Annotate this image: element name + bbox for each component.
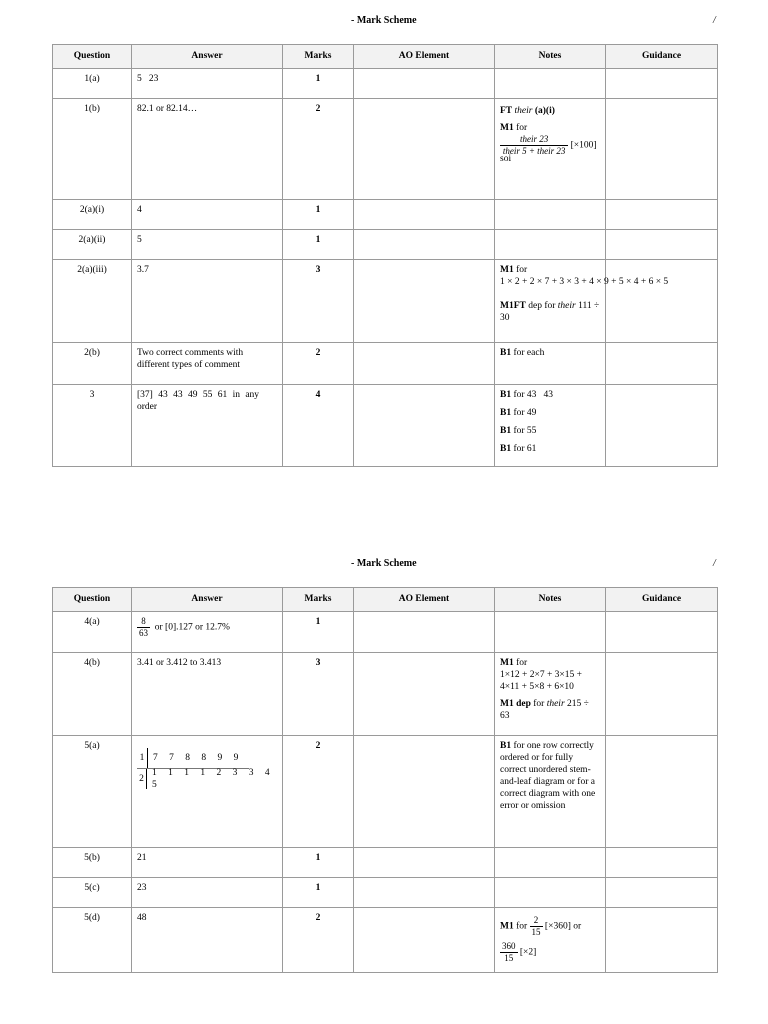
question-cell: 4(b) [53,653,132,736]
guidance-cell [606,230,718,260]
header-marks: Marks [283,588,354,612]
m1-label: M1 [500,658,514,668]
marks-cell: 1 [283,878,354,908]
ao-cell [354,230,495,260]
m1-label: M1 [500,123,514,133]
guidance-cell [606,200,718,230]
ao-cell [354,653,495,736]
notes-cell [495,736,606,848]
note-text: for 61 [513,444,537,454]
question-cell: 5(a) [53,736,132,848]
notes-cell [495,99,606,200]
question-cell: 2(a)(iii) [53,260,132,343]
guidance-cell [606,99,718,200]
note-text: for each [513,348,545,358]
notes-cell [495,343,606,385]
guidance-cell [606,653,718,736]
question-cell: 2(a)(i) [53,200,132,230]
their-text: their [546,699,565,709]
header-ao-element: AO Element [354,45,495,69]
ao-cell [354,69,495,99]
question-cell: 3 [53,385,132,467]
guidance-cell [606,385,718,467]
m1-label: M1 [500,921,514,932]
answer-cell: [37] 43 43 49 55 61 in any order [132,385,283,467]
leaf-values: 1 1 1 1 2 3 3 4 5 [152,768,275,790]
b1-label: B1 [500,390,512,400]
m1-label: M1 [500,265,514,275]
ao-cell [354,878,495,908]
guidance-cell [606,848,718,878]
marks-cell: 1 [283,69,354,99]
page-title: - Mark Scheme [351,558,417,569]
marks-cell: 1 [283,612,354,653]
multiplier-text: [×100] [570,140,597,151]
header-guidance: Guidance [606,45,718,69]
b1-label: B1 [500,741,512,751]
ao-cell [354,343,495,385]
stem-and-leaf-diagram [137,748,277,789]
multiplier-text: [×2] [519,947,537,958]
table-row [53,908,718,973]
marks-cell: 4 [283,385,354,467]
fraction-denominator: 15 [504,953,514,963]
fraction [530,915,543,938]
ao-cell [354,200,495,230]
marks-cell: 2 [283,99,354,200]
for-text: for [516,658,528,668]
notes-cell [495,848,606,878]
rest-text: 111 ÷ 30 [500,301,600,323]
fraction-numerator: 2 [530,915,543,927]
question-cell: 1(b) [53,99,132,200]
m1dep-label: M1 dep [500,699,531,709]
their-text: their [557,301,576,311]
ao-cell [354,908,495,973]
notes-cell [495,878,606,908]
stem-value: 2 [137,769,147,789]
marks-cell: 1 [283,230,354,260]
page-title: - Mark Scheme [351,15,417,26]
stem-value: 1 [137,748,148,768]
soi-text: soi [500,154,512,164]
table-row [53,385,718,467]
mark-scheme-table [52,44,718,467]
for-text: for [516,921,528,932]
ao-cell [354,736,495,848]
note-text: for one row correctly ordered or for fully correct unordered stem-and-leaf diagram or for a correct diagram with one error or omission [500,741,596,811]
marks-cell: 2 [283,736,354,848]
page-slash: / [713,558,716,569]
table-header-row [53,45,718,69]
m1ft-label: M1FT [500,301,526,311]
answer-cell: 21 [132,848,283,878]
marks-cell: 2 [283,343,354,385]
ft-label: FT [500,106,513,116]
table-row [53,343,718,385]
header-question: Question [53,45,132,69]
ref-text: (a)(i) [534,106,555,116]
question-cell: 2(a)(ii) [53,230,132,260]
table-row [53,736,718,848]
note-text: for 43 43 [513,390,554,400]
table-row [53,653,718,736]
answer-cell: 5 [132,230,283,260]
notes-cell [495,612,606,653]
ao-cell [354,260,495,343]
marks-cell: 3 [283,260,354,343]
page-slash: / [713,15,716,26]
guidance-cell [606,343,718,385]
notes-cell [495,200,606,230]
fraction [500,941,518,964]
note-text: for 55 [513,426,537,436]
ao-cell [354,612,495,653]
answer-cell [132,612,283,653]
fraction-denominator: 63 [139,628,148,638]
header-answer: Answer [132,588,283,612]
note-text: for 49 [513,408,537,418]
fraction-numerator: their 23 [500,134,568,146]
fraction-denominator: 15 [531,927,541,937]
table-row [53,260,718,343]
mark-scheme-table [52,587,718,973]
question-cell: 1(a) [53,69,132,99]
ao-cell [354,99,495,200]
header-guidance: Guidance [606,588,718,612]
question-cell: 5(c) [53,878,132,908]
header-notes: Notes [495,45,606,69]
b1-label: B1 [500,444,512,454]
answer-cell: 23 [132,878,283,908]
table-row [53,848,718,878]
working-expression: 1 × 2 + 2 × 7 + 3 × 3 + 4 × 9 + 5 × 4 + 6 × 5 [500,277,669,287]
for-text: for [516,265,528,275]
ao-cell [354,848,495,878]
guidance-cell [606,260,718,343]
ao-cell [354,385,495,467]
notes-cell [495,230,606,260]
notes-cell [495,653,606,736]
answer-cell: 3.41 or 3.412 to 3.413 [132,653,283,736]
answer-cell [132,736,283,848]
for-text: for [533,699,545,709]
table-row [53,69,718,99]
answer-text: or [0].127 or 12.7% [154,622,230,633]
table-row [53,878,718,908]
rest-text: 215 ÷ 63 [500,699,589,721]
marks-cell: 1 [283,848,354,878]
or-text: or [573,921,582,932]
guidance-cell [606,908,718,973]
answer-cell: Two correct comments with different types of comment [132,343,283,385]
question-cell: 4(a) [53,612,132,653]
fraction-denominator: their 5 + their 23 [502,146,566,156]
b1-label: B1 [500,348,512,358]
guidance-cell [606,878,718,908]
notes-cell [495,385,606,467]
guidance-cell [606,736,718,848]
header-marks: Marks [283,45,354,69]
fraction [137,616,150,639]
their-text: their [514,106,533,116]
notes-cell [495,69,606,99]
marks-cell: 3 [283,653,354,736]
header-question: Question [53,588,132,612]
working-expression: 1×12 + 2×7 + 3×15 + 4×11 + 5×8 + 6×10 [500,670,583,692]
marks-cell: 2 [283,908,354,973]
multiplier-text: [×360] [544,921,571,932]
header-notes: Notes [495,588,606,612]
fraction-numerator: 8 [137,616,150,628]
answer-cell: 5 23 [132,69,283,99]
answer-cell: 3.7 [132,260,283,343]
header-answer: Answer [132,45,283,69]
dep-text: dep for [528,301,556,311]
b1-label: B1 [500,408,512,418]
table-header-row [53,588,718,612]
table-row [53,99,718,200]
answer-cell: 4 [132,200,283,230]
question-cell: 5(b) [53,848,132,878]
guidance-cell [606,612,718,653]
notes-cell [495,260,669,343]
answer-cell: 82.1 or 82.14… [132,99,283,200]
table-row [53,612,718,653]
for-text: for [516,123,528,133]
b1-label: B1 [500,426,512,436]
table-row [53,230,718,260]
fraction-numerator: 360 [502,941,516,951]
marks-cell: 1 [283,200,354,230]
question-cell: 5(d) [53,908,132,973]
table-row [53,200,718,230]
header-ao-element: AO Element [354,588,495,612]
question-cell: 2(b) [53,343,132,385]
leaf-values: 7 7 8 8 9 9 [153,753,243,763]
answer-cell: 48 [132,908,283,973]
guidance-cell [606,69,718,99]
notes-cell [495,908,606,973]
